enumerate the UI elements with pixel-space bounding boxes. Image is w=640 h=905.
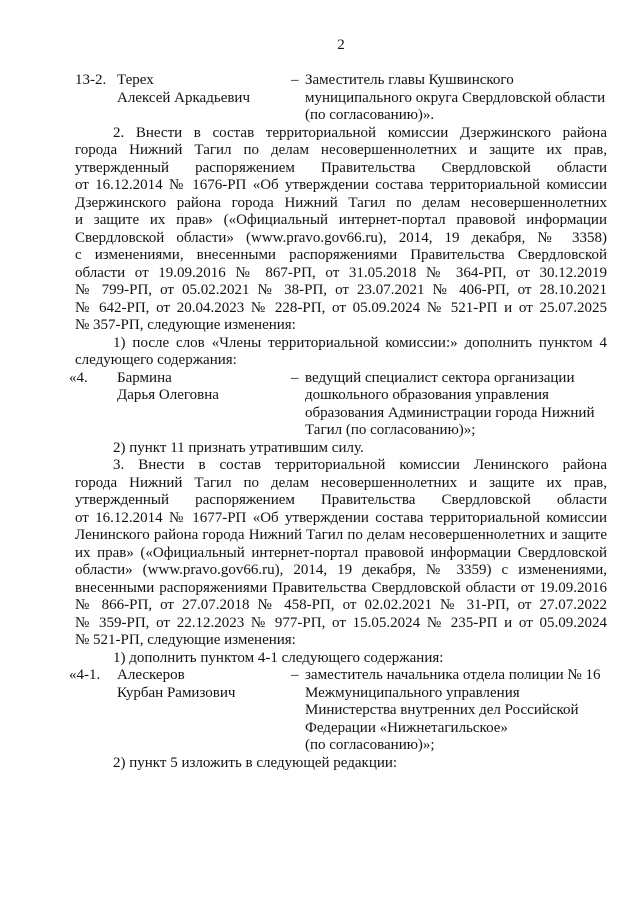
text-line: Ленинского района города Нижний Тагил по делам несовершеннолетних и защите <box>75 527 607 543</box>
text-line: и защите их прав» («Официальный интернет-портал правовой информации <box>75 212 607 228</box>
entry-number: «4. <box>69 369 88 386</box>
entry-desc-line: Тагил (по согласованию)»; <box>305 422 476 438</box>
text-line: с изменениями, внесенными распоряжениями Правительства Свердловской <box>75 247 607 263</box>
entry-name <box>117 72 291 125</box>
entry-4-1 <box>69 667 607 755</box>
entry-desc-line: Федерации «Нижнетагильское» <box>305 719 508 736</box>
entry-desc-line: Министерства внутренних дел Российской <box>305 702 579 718</box>
paragraph-3-subitem-1: 1) дополнить пунктом 4-1 следующего содержания: <box>113 649 444 666</box>
text-line: от 16.12.2014 № 1677-РП «Об утверждении состава территориальной комиссии <box>75 509 607 526</box>
text-line: 3. Внести в состав территориальной комиссии Ленинского района <box>113 457 607 473</box>
entry-name-line: Дарья Олеговна <box>117 387 219 403</box>
entry-name-line: Бармина <box>117 369 172 386</box>
text-line: № 521-РП, следующие изменения: <box>75 632 296 648</box>
entry-desc-line: муниципального округа Свердловской области <box>305 89 606 106</box>
entry-description <box>305 667 607 755</box>
entry-name-line: Курбан Рамизович <box>117 684 236 701</box>
entry-dash: – <box>291 667 299 683</box>
entry-name <box>117 370 291 440</box>
text-line: № 799-РП, от 05.02.2021 № 38-РП, от 23.07.2021 № 406-РП, от 28.10.2021 <box>75 282 607 298</box>
paragraph-3-subitem-2: 2) пункт 5 изложить в следующей редакции: <box>113 754 398 771</box>
text-line: области» (www.pravo.gov66.ru), 2014, 19 декабря, № 3359) с изменениями, <box>75 562 607 578</box>
text-line: внесенными распоряжениями Правительства Свердловской области от 19.09.2016 <box>75 579 607 596</box>
paragraph-2-subitem-2: 2) пункт 11 признать утратившим силу. <box>113 439 364 456</box>
entry-desc-line: ведущий специалист сектора организации <box>305 369 575 386</box>
entry-desc-line: (по согласованию)». <box>305 107 435 123</box>
text-line: города Нижний Тагил по делам несовершеннолетних и защите их прав, <box>75 474 607 491</box>
entry-desc-line: Заместитель главы Кушвинского <box>305 72 514 88</box>
text-line: Дзержинского района города Нижний Тагил по делам несовершеннолетних <box>75 194 607 211</box>
entry-desc-line: заместитель начальника отдела полиции № 16 <box>305 667 601 683</box>
entry-number: 13-2. <box>75 72 107 88</box>
entry-name-line: Алескеров <box>117 667 185 683</box>
entry-desc-line: Межмуниципального управления <box>305 684 520 701</box>
paragraph-3 <box>75 457 607 650</box>
text-line: утвержденный распоряжением Правительства Свердловской области <box>75 159 607 176</box>
entry-desc-line: образования Администрации города Нижний <box>305 404 595 421</box>
text-line: № 357-РП, следующие изменения: <box>75 317 296 333</box>
paragraph-2-subitem-1 <box>75 335 607 370</box>
entry-13-2 <box>75 72 607 125</box>
entry-desc-line: дошкольного образования управления <box>305 387 549 403</box>
entry-description <box>305 370 607 440</box>
entry-4 <box>69 369 607 440</box>
text-line: № 359-РП, от 22.12.2023 № 977-РП, от 15.05.2024 № 235-РП и от 05.09.2024 <box>75 614 607 631</box>
text-line: утвержденный распоряжением Правительства Свердловской области <box>75 492 607 508</box>
text-line: города Нижний Тагил по делам несовершеннолетних и защите их прав, <box>75 142 607 158</box>
text-line: Свердловской области» (www.pravo.gov66.ru), 2014, 19 декабря, № 3358) <box>75 229 607 246</box>
text-line: 1) после слов «Члены территориальной комиссии:» дополнить пунктом 4 <box>113 334 607 351</box>
text-line: следующего содержания: <box>75 352 237 368</box>
page-number: 2 <box>337 37 345 53</box>
paragraph-2 <box>75 125 607 335</box>
entry-name <box>117 667 291 755</box>
entry-description <box>305 72 607 125</box>
entry-dash: – <box>291 72 299 88</box>
text-line: от 16.12.2014 № 1676-РП «Об утверждении состава территориальной комиссии <box>75 177 607 193</box>
entry-number: «4-1. <box>69 667 101 683</box>
text-line: области от 19.09.2016 № 867-РП, от 31.05.2018 № 364-РП, от 30.12.2019 <box>75 264 607 281</box>
entry-name-line: Алексей Аркадьевич <box>117 89 251 106</box>
text-line: № 642-РП, от 20.04.2023 № 228-РП, от 05.09.2024 № 521-РП и от 25.07.2025 <box>75 299 607 316</box>
entry-desc-line: (по согласованию)»; <box>305 737 435 753</box>
text-line: № 866-РП, от 27.07.2018 № 458-РП, от 02.02.2021 № 31-РП, от 27.07.2022 <box>75 597 607 613</box>
text-line: 2. Внести в состав территориальной комиссии Дзержинского района <box>113 124 607 141</box>
entry-dash: – <box>291 369 299 386</box>
text-line: их прав» («Официальный интернет-портал правовой информации Свердловской <box>75 544 607 561</box>
entry-name-line: Терех <box>117 72 154 88</box>
